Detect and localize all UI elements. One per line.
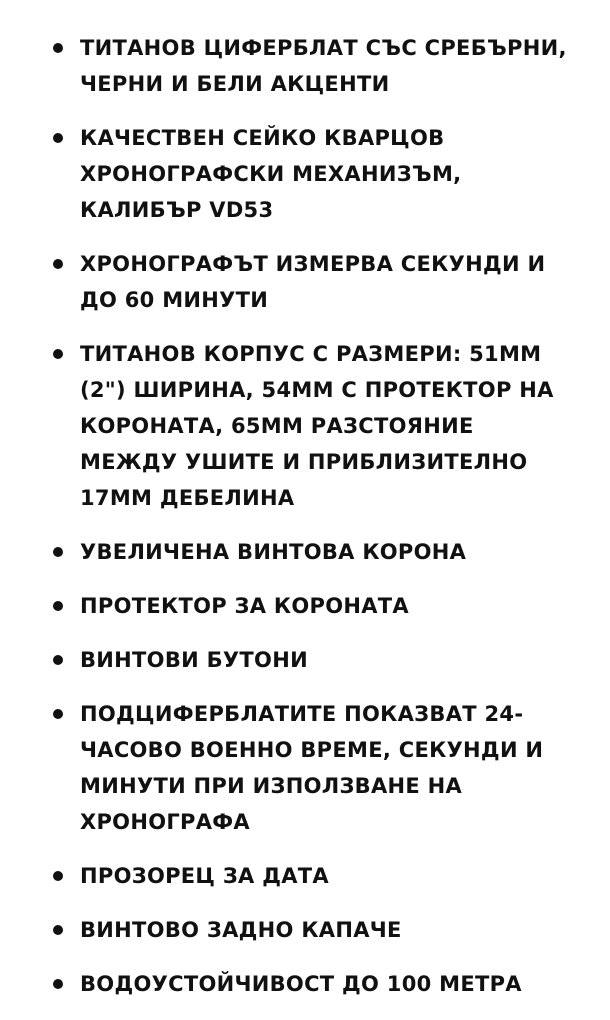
features-list	[0, 30, 610, 1020]
feature-item	[0, 858, 610, 894]
feature-item	[0, 642, 610, 678]
bullet-icon	[53, 547, 63, 557]
bullet-icon	[53, 259, 63, 269]
feature-text: ХРОНОГРАФЪТ ИЗМЕРВА СЕКУНДИ И ДО 60 МИНУТИ	[80, 252, 546, 312]
feature-item	[0, 588, 610, 624]
feature-item	[0, 966, 610, 1002]
feature-item	[0, 336, 610, 516]
feature-text: ПРОЗОРЕЦ ЗА ДАТА	[80, 864, 329, 888]
bullet-icon	[53, 655, 63, 665]
feature-item	[0, 120, 610, 228]
feature-text: ПРОТЕКТОР ЗА КОРОНАТА	[80, 594, 409, 618]
bullet-icon	[53, 349, 63, 359]
feature-item	[0, 30, 610, 102]
bullet-icon	[53, 709, 63, 719]
feature-text: ПОДЦИФЕРБЛАТИТЕ ПОКАЗВАТ 24-ЧАСОВО ВОЕННО ВРЕМЕ, СЕКУНДИ И МИНУТИ ПРИ ИЗПОЛЗВАНЕ НА ХРОНОГРАФА	[80, 702, 544, 834]
bullet-icon	[53, 601, 63, 611]
feature-item	[0, 912, 610, 948]
feature-text: КАЧЕСТВЕН СЕЙКО КВАРЦОВ ХРОНОГРАФСКИ МЕХАНИЗЪМ, КАЛИБЪР VD53	[80, 126, 462, 222]
bullet-icon	[53, 979, 63, 989]
feature-text: УВЕЛИЧЕНА ВИНТОВА КОРОНА	[80, 540, 467, 564]
feature-item	[0, 246, 610, 318]
feature-text: ТИТАНОВ КОРПУС С РАЗМЕРИ: 51ММ (2") ШИРИНА, 54ММ С ПРОТЕКТОР НА КОРОНАТА, 65ММ РАЗСТОЯНИЕ МЕЖДУ УШИТЕ И ПРИБЛИЗИТЕЛНО 17ММ ДЕБЕЛИНА	[80, 342, 554, 510]
bullet-icon	[53, 871, 63, 881]
feature-text: ВИНТОВИ БУТОНИ	[80, 648, 308, 672]
bullet-icon	[53, 43, 63, 53]
feature-text: ТИТАНОВ ЦИФЕРБЛАТ СЪС СРЕБЪРНИ, ЧЕРНИ И БЕЛИ АКЦЕНТИ	[80, 36, 567, 96]
feature-item	[0, 696, 610, 840]
feature-item	[0, 534, 610, 570]
bullet-icon	[53, 925, 63, 935]
feature-text: ВОДОУСТОЙЧИВОСТ ДО 100 МЕТРА	[80, 972, 522, 996]
feature-text: ВИНТОВО ЗАДНО КАПАЧЕ	[80, 918, 402, 942]
bullet-icon	[53, 133, 63, 143]
